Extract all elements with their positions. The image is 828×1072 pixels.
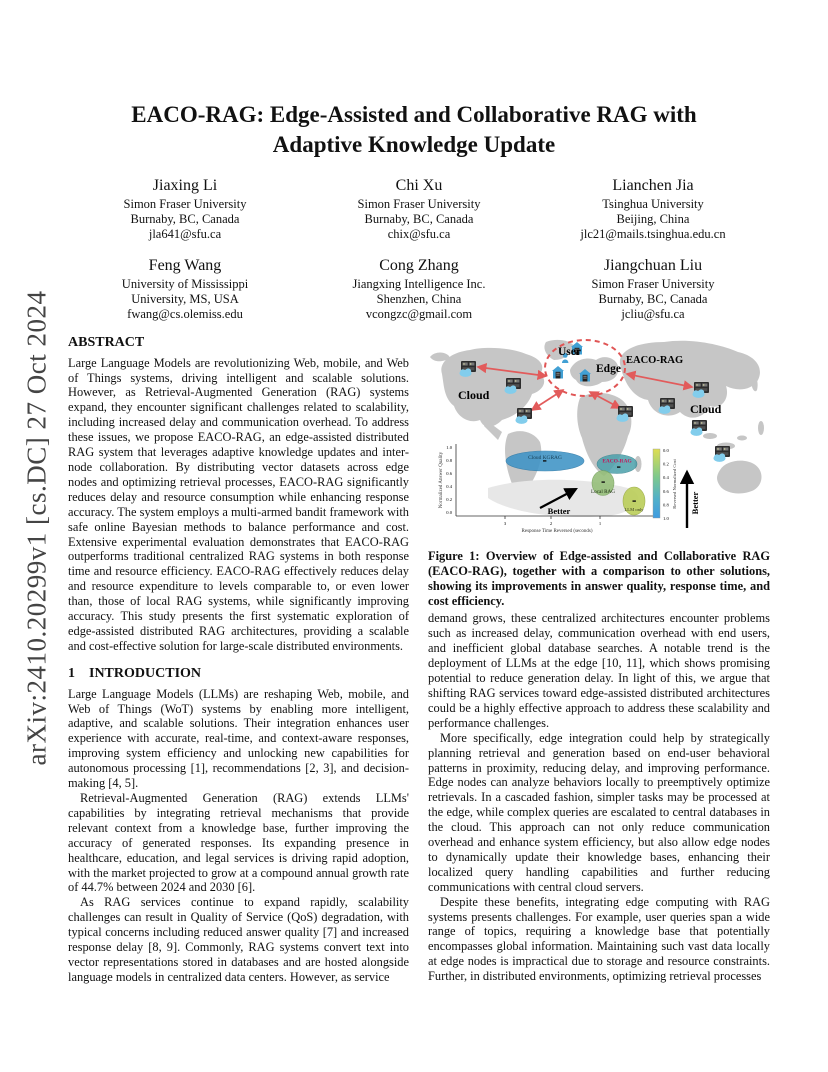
- cloud-kgrag-label: Cloud KGRAG: [528, 454, 562, 461]
- abstract-paragraph: Large Language Models are revolutionizing Web, mobile, and Web of Things systems, driving intelligent and scalable solutions. However, as Retrieval-Augmented Generation (RAG) systems expand, they encounter significant challenges related to scalability, including increased delay and communication overhead. To address these issues, we propose EACO-RAG, an edge-assisted distributed RAG system that leverages adaptive knowledge updates and inter-node collaboration. By distributing vector datasets across edge nodes and optimizing retrieval processes, EACO-RAG significantly reduces delay and resource consumption while enhancing response accuracy. The system employs a multi-armed bandit framework with safe online Bayesian methods to balance performance and cost. Extensive experimental evaluation demonstrates that EACO-RAG outperforms traditional centralized RAG systems in both response time and resource efficiency. EACO-RAG effectively reduces delay and resource expenditure to levels comparable to, or even lower than, those of local RAG systems, while significantly improving accuracy. This study presents the first systematic exploration of edge-assisted distributed RAG architectures, providing a scalable and cost-effective solution for large-scale distributed environments.: [68, 355, 409, 653]
- right-column: [428, 336, 770, 985]
- eaco-rag-label: EACO-RAG: [602, 458, 632, 465]
- author-name: Lianchen Jia: [612, 176, 694, 194]
- author-affiliation: Tsinghua University: [602, 196, 704, 211]
- cloud-left-label: Cloud: [458, 387, 490, 402]
- author-location: Beijing, China: [616, 211, 690, 226]
- system-label: EACO-RAG: [626, 354, 684, 366]
- edge-label: Edge: [596, 362, 621, 375]
- author-card: [536, 257, 770, 322]
- section-number: 1: [68, 665, 75, 681]
- section-title: INTRODUCTION: [89, 665, 202, 681]
- colorbar-tick: 0.6: [663, 488, 669, 494]
- author-location: Burnaby, BC, Canada: [364, 211, 474, 226]
- author-email: chix@sfu.ca: [387, 226, 451, 241]
- author-affiliation: Jiangxing Intelligence Inc.: [352, 276, 486, 291]
- author-card: [68, 177, 302, 242]
- intro-paragraph-1: Large Language Models (LLMs) are reshaping Web, mobile, and Web of Things (WoT) systems by enabling more intelligent, adaptive, and scalable solutions. Their integration enhances user experience with accurate, real-time, and context-aware responses, improving system efficiency and unlocking new capabilities for autonomous processing [1], recommendations [2, 3], and decision-making [4, 5].: [68, 686, 409, 791]
- y-tick: 0.6: [446, 470, 452, 476]
- intro-paragraph-3: As RAG services continue to expand rapidly, scalability challenges can result in Quality of Service (QoS) degradation, with typical concerns including reduced answer quality [7] and increased response delay [8, 9]. Commonly, RAG systems convert text into vector representations stored in databases and are hosted alongside language models in centralized data centers. However, as service: [68, 895, 409, 984]
- title-line-2: Adaptive Knowledge Update: [272, 132, 556, 158]
- author-affiliation: University of Mississippi: [121, 276, 249, 291]
- author-name: Jiaxing Li: [152, 176, 218, 194]
- y-axis-label: Normalized Answer Quality: [439, 451, 444, 508]
- figure-1: [428, 336, 770, 610]
- x-tick: 3: [503, 520, 507, 526]
- colorbar-label: Reversed Normalized Cost: [672, 458, 677, 509]
- right-paragraph-3: Despite these benefits, integrating edge computing with RAG systems presents challenges. For example, user queries span a wide range of topics, requiring a knowledge base that potentially encompasses global information. Maintaining such vast data locally at edge nodes is impractical due to storage and resource constraints. Further, in distributed environments, optimizing retrieval processes: [428, 894, 770, 984]
- author-name: Jiangchuan Liu: [603, 256, 703, 274]
- user-label: User: [558, 345, 581, 358]
- author-name: Chi Xu: [395, 176, 443, 194]
- author-name: Feng Wang: [148, 256, 222, 274]
- author-email: jlc21@mails.tsinghua.edu.cn: [580, 226, 726, 241]
- better-label-diagonal: Better: [547, 505, 571, 516]
- y-tick: 0.2: [446, 496, 452, 502]
- introduction-heading: [68, 667, 409, 682]
- abstract-heading: ABSTRACT: [68, 334, 145, 350]
- colorbar-tick: 0.2: [663, 461, 669, 467]
- figure-1-caption: Figure 1: Overview of Edge-assisted and Collaborative RAG (EACO-RAG), together with a comparison to other solutions, showing its improvements in answer quality, response time, and cost efficiency.: [428, 548, 770, 609]
- x-axis-label: Response Time Reversed (seconds): [521, 528, 593, 534]
- colorbar-tick: 0.8: [663, 502, 669, 508]
- author-location: Burnaby, BC, Canada: [598, 291, 708, 306]
- local-rag-label: Local RAG: [590, 488, 616, 495]
- author-card: [68, 257, 302, 322]
- cloud-datacenter-icon: [516, 408, 533, 424]
- cloud-datacenter-icon: [714, 446, 731, 462]
- better-label-vertical: Better: [690, 491, 700, 515]
- author-email: jcliu@sfu.ca: [621, 306, 685, 321]
- colorbar-tick: 1.0: [663, 515, 669, 521]
- y-tick: 0.8: [446, 457, 452, 463]
- left-column: [68, 336, 409, 985]
- author-location: University, MS, USA: [131, 291, 239, 306]
- intro-paragraph-2: Retrieval-Augmented Generation (RAG) extends LLMs' capabilities by integrating retrieval mechanisms that provide relevant context from a knowledge base, further improving the accuracy of generated responses. Its expanding presence in healthcare, education, and legal services is driving rapid adoption, with the market projected to grow at a compound annual growth rate of 44.7% between 2024 and 2030 [6].: [68, 791, 409, 895]
- two-column-body: [68, 336, 770, 985]
- author-affiliation: Simon Fraser University: [357, 196, 481, 211]
- author-email: fwang@cs.olemiss.edu: [127, 306, 243, 321]
- author-location: Burnaby, BC, Canada: [130, 211, 240, 226]
- cloud-datacenter-icon: [691, 420, 708, 436]
- y-tick: 0.0: [446, 509, 452, 515]
- author-location: Shenzhen, China: [376, 291, 462, 306]
- y-tick: 1.0: [446, 444, 452, 450]
- x-tick: 1: [598, 520, 602, 526]
- colorbar: [653, 449, 660, 518]
- colorbar-tick: 0.0: [663, 447, 669, 453]
- x-tick: 2: [549, 520, 553, 526]
- author-card: [536, 177, 770, 242]
- y-tick: 0.4: [446, 483, 452, 489]
- author-card: [302, 257, 536, 322]
- author-email: jla641@sfu.ca: [148, 226, 222, 241]
- author-affiliation: Simon Fraser University: [591, 276, 715, 291]
- right-paragraph-2: More specifically, edge integration could help by strategically planning retrieval and generation based on end-user behavioral patterns in proximity, reducing delay, and improving performance. Edge nodes can analyze behaviors locally to preemptively optimize retrievals. In a cascaded fashion, simpler tasks may be processed at the edge, while complex queries are escalated to central databases in the cloud. This approach can not only reduce communication overhead and enhance system efficiency, but also allow edge nodes to dynamically update their knowledge bases, enhancing their localized query handling capabilities and further reducing communications with central cloud servers.: [428, 730, 770, 894]
- right-paragraph-1: demand grows, these centralized architectures encounter problems such as increased delay, communication overhead with end users, and inefficient global database searches. A notable trend is the deployment of LLMs at the edge [10, 11], which shows promising potential to reduce generation delay. In light of this, we argue that shifting RAG services toward edge-assisted distributed architectures could be a highly effective approach to address these scalability and performance challenges.: [428, 611, 770, 730]
- title-line-1: EACO-RAG: Edge-Assisted and Collaborative RAG with: [131, 102, 697, 127]
- author-affiliation: Simon Fraser University: [123, 196, 247, 211]
- author-name: Cong Zhang: [379, 256, 459, 274]
- llm-only-label: LLM only: [624, 506, 644, 512]
- paper-title: [0, 0, 828, 161]
- figure-1-graphic: [428, 336, 770, 541]
- author-block: [68, 177, 770, 322]
- author-email: vcongzc@gmail.com: [365, 306, 473, 321]
- edge-node-icon: [552, 366, 564, 379]
- colorbar-tick: 0.4: [663, 474, 669, 480]
- arxiv-sidebar-label: arXiv:2410.20299v1 [cs.DC] 27 Oct 2024: [21, 290, 52, 766]
- author-card: [302, 177, 536, 242]
- cloud-right-label: Cloud: [690, 401, 722, 416]
